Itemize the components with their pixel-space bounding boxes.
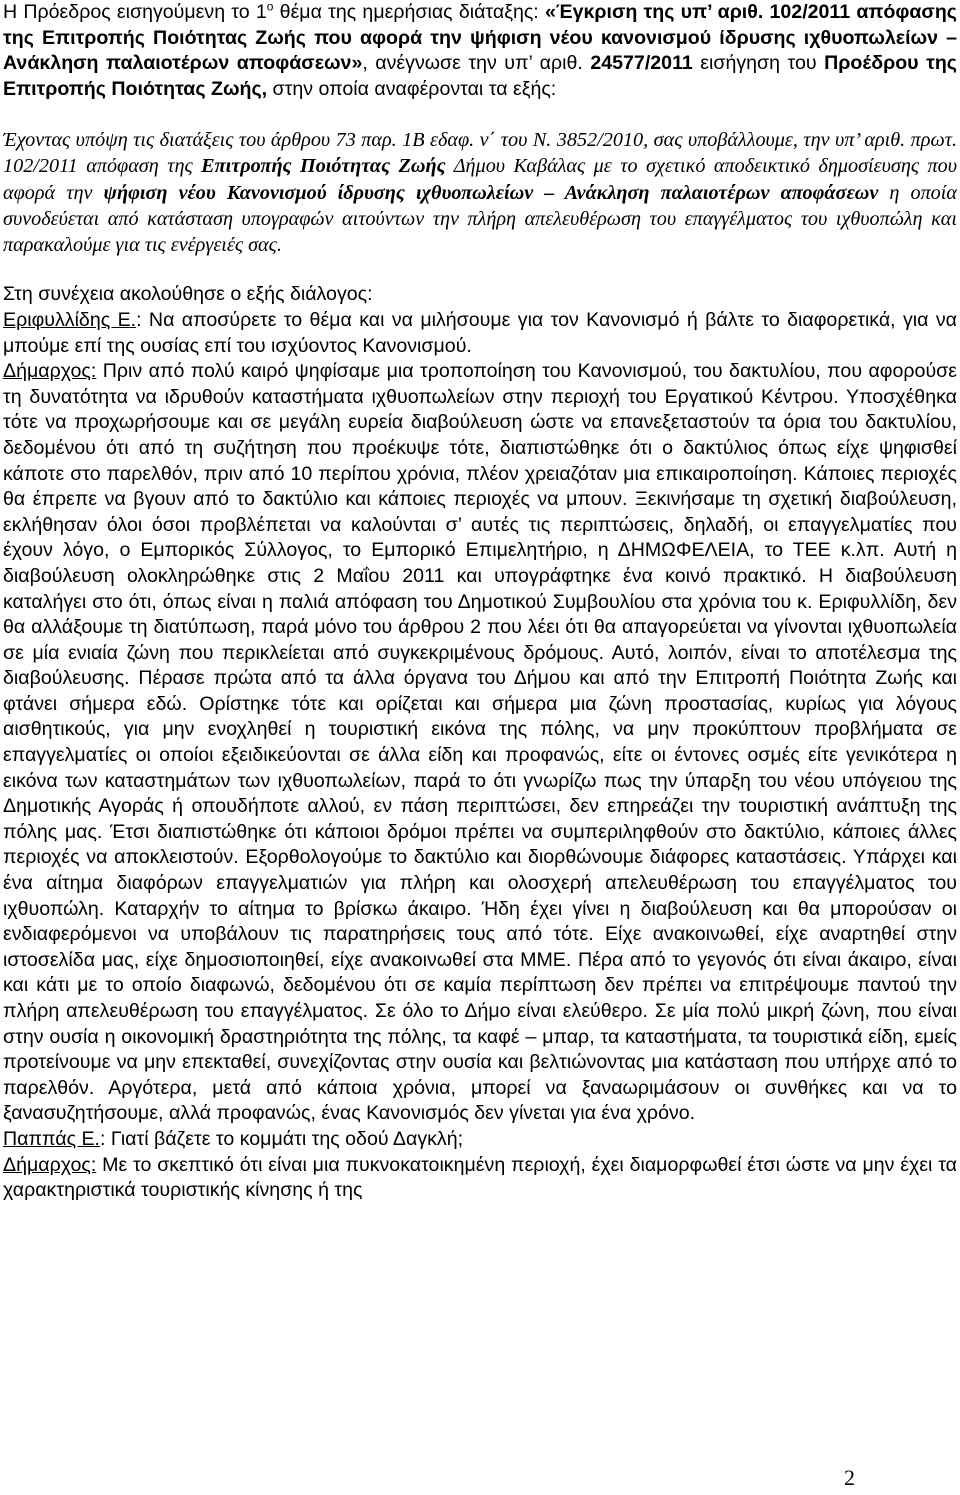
dialogue-entry [3, 1153, 957, 1204]
dialogue-entry [3, 308, 957, 359]
speaker-name: Δήμαρχος: [3, 1153, 97, 1176]
speech-text: Να αποσύρετε το θέμα και να μιλήσουμε για τον Κανονισμό ή βάλτε το διαφορετικά, για να μπούμε επί της ουσίας επί του ισχύοντος Κανονισμού. [3, 308, 958, 357]
speech-text: Πριν από πολύ καιρό ψηφίσαμε μια τροποποίηση του Κανονισμού, του δακτυλίου, που αφορούσε τη δυνατότητα να ιδρυθούν καταστήματα ιχθυοπωλείων στην περιοχή του Εργατικού Κέντρου. Υποσχέθηκα τότε να προχωρήσουμε και σε μεγάλη ευρεία διαβούλευση ώστε να επανεξεταστούν τα όρια του δακτυλίου, δεδομένου ότι από τη συζήτηση που προέκυψε τότε, διαπιστώθηκε ότι ο δακτύλιος όπως είχε ψηφισθεί κάποτε στο παρελθόν, πριν από 10 περίπου χρόνια, πλέον χρειαζόταν μια επικαιροποίηση. Κάποιες περιοχές θα έπρεπε να βγουν από το δακτύλιο και κάποιες περιοχές να μπουν. Ξεκινήσαμε τη σχετική διαβούλευση, εκλήθησαν όλοι όσοι προβλέπεται να καλούνται σ’ αυτές τις περιπτώσεις, δηλαδή, οι επαγγελματίες που έχουν λόγο, ο Εμπορικός Σύλλογος, το Εμπορικό Επιμελητήριο, η ΔΗΜΩΦΕΛΕΙΑ, το ΤΕΕ κ.λπ. Αυτή η διαβούλευση ολοκληρώθηκε στις 2 Μαΐου 2011 και υπογράφτηκε ένα κοινό πρακτικό. Η διαβούλευση καταλήγει στο ότι, όπως είναι η παλιά απόφαση του Δημοτικού Συμβουλίου στα χρόνια του κ. Εριφυλλίδη, δεν θα αλλάξουμε τη διατύπωση, παρά μόνο του άρθρου 2 που λέει ότι θα απαγορεύεται να γίνονται ιχθυοπωλεία σε μία ενιαία ζώνη που περικλείεται από συγκεκριμένους δρόμους. Αυτό, λοιπόν, είναι το αποτέλεσμα της διαβούλευσης. Πέρασε πρώτα από τα άλλα όργανα του Δήμου και από την Επιτροπή Ποιότητα Ζωής και φτάνει σήμερα εδώ. Ορίστηκε τότε και ορίζεται και σήμερα μια ζώνη προστασίας, κυρίως για λόγους αισθητικούς, για μην ενοχληθεί η τουριστική εικόνα της πόλης, να μην προκύπτουν προβλήματα σε επαγγελματίες οι οποίοι εξειδικεύονται σε άλλα είδη και προφανώς, είτε οι έντονες οσμές είτε γενικότερα η εικόνα των καταστημάτων των ιχθυοπωλείων, παρά το ότι γνωρίζω πως την ύπαρξη του νέου υπόγειου της Δημοτικής Αγοράς ή οπουδήποτε αλλού, εν πάση περιπτώσει, δεν επηρεάζει την τουριστική ανάπτυξη της πόλης μας. Έτσι διαπιστώθηκε ότι κάποιοι δρόμοι πρέπει να συμπεριληφθούν στο δακτύλιο, κάποιες άλλες περιοχές να αποκλειστούν. Εξορθολογούμε το δακτύλιο και διορθώνουμε διάφορες καταστάσεις. Υπάρχει και ένα αίτημα διαφόρων επαγγελματιών για πλήρη και ολοσχερή απελευθέρωση του επαγγέλματος του ιχθυοπώλη. Καταρχήν το αίτημα το βρίσκω άκαιρο. Ήδη έχει γίνει η διαβούλευση και θα μπορούσαν οι ενδιαφερόμενοι να υποβάλουν τις παρατηρήσεις τους από τότε. Είχε ανακοινωθεί, είχε αναρτηθεί στην ιστοσελίδα μας, είχε δημοσιοποιηθεί, είχε ανακοινωθεί στα ΜΜΕ. Πέρα από το γεγονός ότι είναι άκαιρο, είναι και κάτι με το οποίο διαφωνώ, δεδομένου ότι σε καμία περίπτωση δεν πρέπει να επιτρέψουμε παντού την πλήρη απελευθέρωση του επαγγέλματος. Σε όλο το Δήμο είναι ελεύθερο. Σε μία πολύ μικρή ζώνη, που είναι στην ουσία η οικονομική δραστηριότητα της πόλης, τα καφέ – μπαρ, τα καταστήματα, τα τουριστικά είδη, εμείς προτείνουμε να μην επεκταθεί, συνεχίζοντας στην ουσία και βελτιώνοντας μια κατάσταση που υπήρχε από το παρελθόν. Αργότερα, μετά από κάποια χρόνια, μπορεί να ξαναωριμάσουν οι συνθήκες και να το ξανασυζητήσουμε, αλλά προφανώς, ένας Κανονισμός δεν γίνεται για ένα χρόνο. [3, 360, 957, 1125]
speech-text: Με το σκεπτικό ότι είναι μια πυκνοκατοικημένη περιοχή, έχει διαμορφωθεί έτσι ώστε να μην έχει τα χαρακτηριστικά τουριστικής κίνησης ή της [3, 1153, 957, 1202]
proposal-number: 24577/2011 [590, 52, 693, 74]
intro-text: , ανέγνωσε την υπ’ αριθ. [362, 52, 591, 74]
speech-text: Γιατί βάζετε το κομμάτι της οδού Δαγκλή; [105, 1127, 464, 1150]
ordinal-superscript: ο [266, 0, 274, 14]
proposal-quote [3, 127, 957, 258]
dialogue-intro: Στη συνέχεια ακολούθησε ο εξής διάλογος: [3, 283, 373, 306]
dialogue-entry [3, 1127, 957, 1153]
regulation-title: ψήφιση νέου Κανονισμού ίδρυσης ιχθυοπωλείων – Ανάκληση παλαιοτέρων αποφάσεων [103, 181, 879, 204]
quote-text: Δήμου Καβάλας με το σχετικό αποδεικτικό δημοσίευσης που αφορά την [3, 155, 957, 204]
speaker-colon: : [99, 1127, 106, 1150]
committee-name: Επιτροπής Ποιότητας Ζωής [201, 155, 446, 178]
intro-text: στην οποία αναφέρονται τα εξής: [267, 77, 557, 100]
dialogue-entry [3, 359, 957, 1127]
intro-text: Η Πρόεδρος εισηγούμενη το 1 [3, 1, 267, 23]
committee-name: Προέδρου της Επιτροπής Ποιότητας Ζωής, [3, 52, 957, 100]
speaker-name: Παππάς Ε. [3, 1127, 100, 1150]
intro-text: θέμα της ημερήσιας διάταξης: [273, 1, 545, 23]
speaker-name: Δήμαρχος: [3, 360, 97, 383]
intro-text: εισήγηση του [692, 52, 825, 74]
intro-paragraph [3, 0, 957, 102]
agenda-item-title: «Έγκριση της υπ’ αριθ. 102/2011 απόφασης της Επιτροπής Ποιότητας Ζωής που αφορά την ψήφιση νέου κανονισμού ίδρυσης ιχθυοπωλείων – Ανάκληση παλαιοτέρων αποφάσεων» [3, 1, 957, 74]
speaker-colon: : [136, 308, 142, 331]
quote-text: η οποία συνοδεύεται από κατάσταση υπογραφών αιτούντων την πλήρη απελευθέρωση του επαγγέλματος του ιχθυοπώλη και παρακαλούμε για τις ενέργειές σας. [3, 181, 957, 257]
speaker-name: Εριφυλλίδης Ε. [3, 308, 137, 331]
page-number: 2 [844, 1465, 855, 1490]
quote-text: Έχοντας υπόψη τις διατάξεις του άρθρου 73 παρ. 1Β εδαφ. ν΄ του Ν. 3852/2010, σας υποβάλλουμε, την υπ’ αριθ. πρωτ. 102/2011 απόφαση της [3, 129, 957, 178]
